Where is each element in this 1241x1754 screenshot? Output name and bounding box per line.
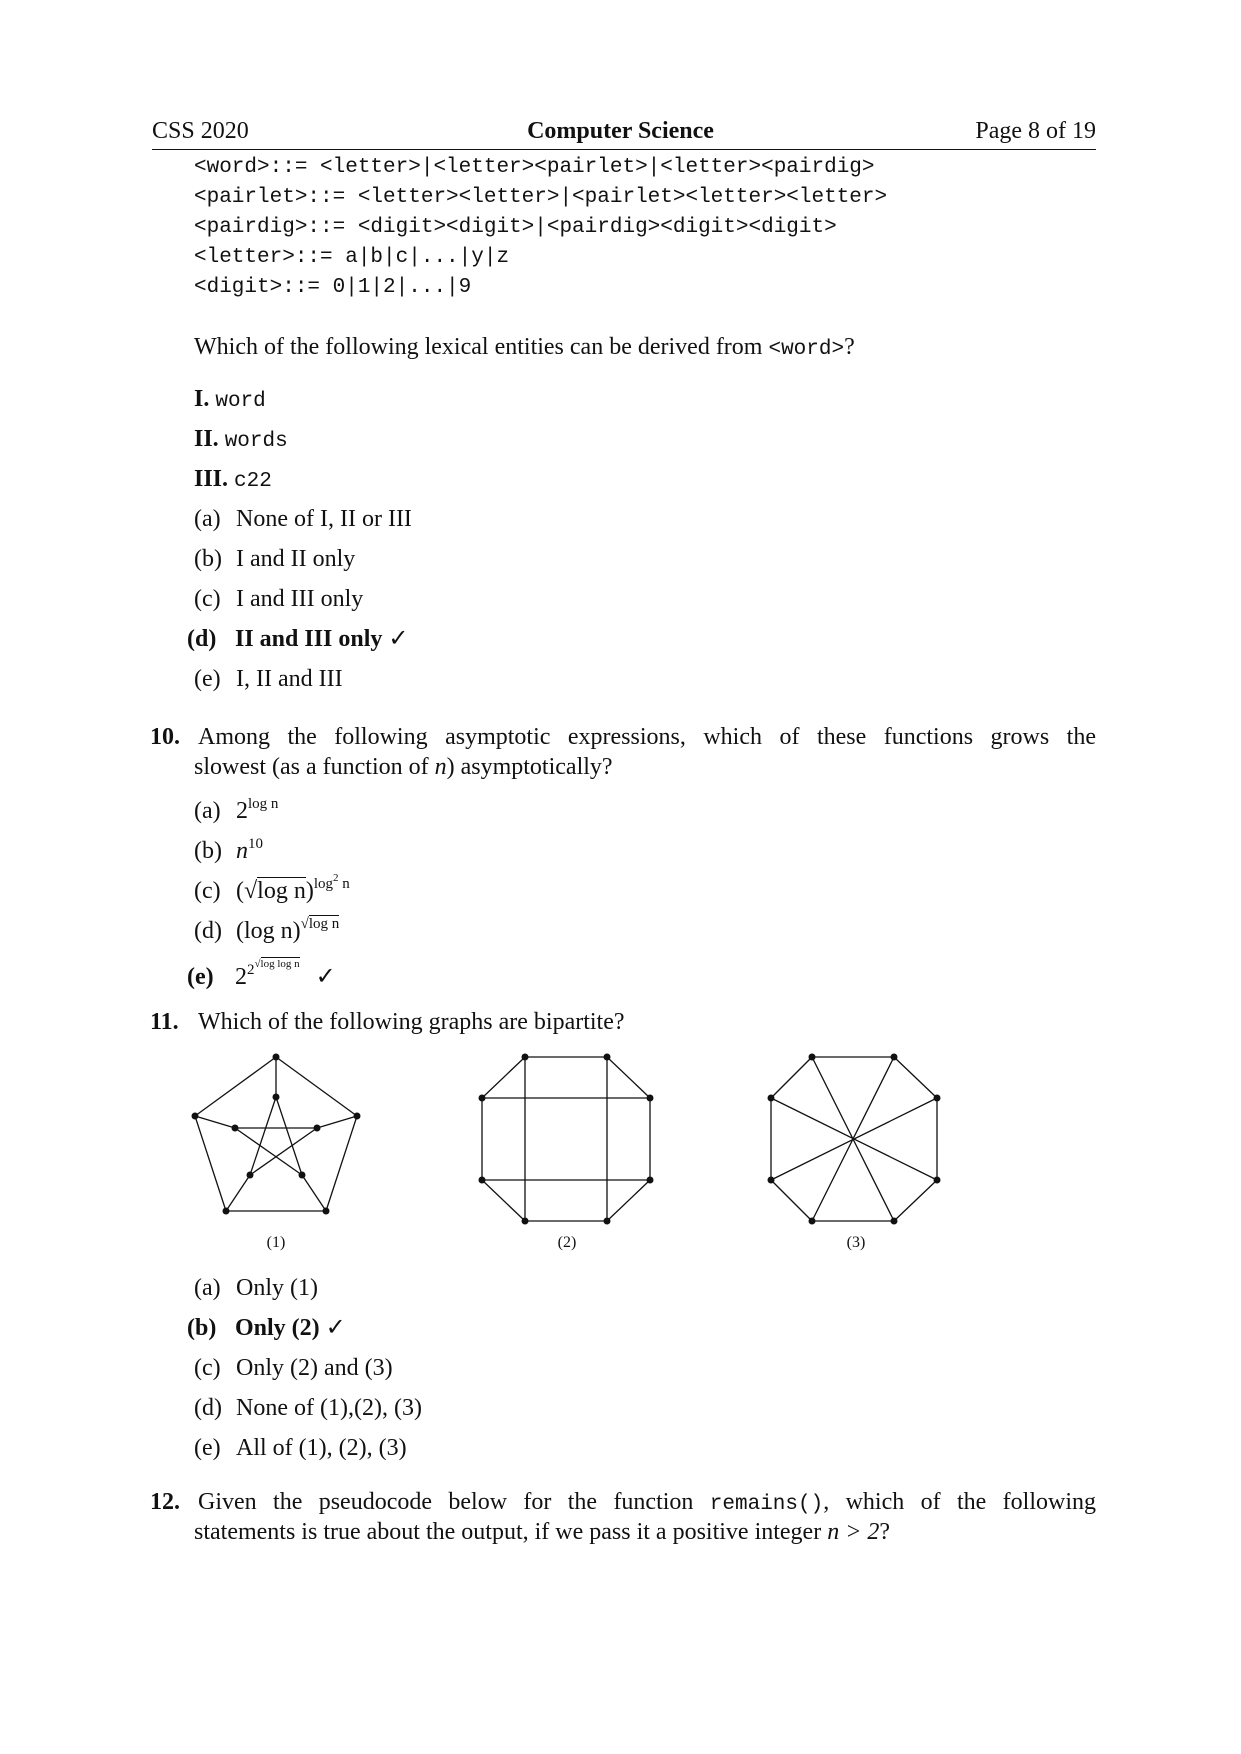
grammar-line-pairlet: <pairlet>::= <letter><letter>|<pairlet><letter><letter> xyxy=(194,186,888,209)
graph-1-petersen xyxy=(185,1050,375,1225)
q10-option-c: (c) (√log n)$^{log^2 n}$ xyxy=(194,872,350,904)
grammar-line-pairdig: <pairdig>::= <digit><digit>|<pairdig><digit><digit> xyxy=(194,216,837,239)
q9-item-1: I. word xyxy=(194,386,266,413)
header-left: CSS 2020 xyxy=(152,118,249,144)
q10-prompt-line2: slowest (as a function of n) asymptotically? xyxy=(194,754,613,780)
header-title: Computer Science xyxy=(527,118,714,144)
q9-option-a: (a) None of I, II or III xyxy=(194,506,412,532)
graph-2-octagon xyxy=(475,1050,665,1225)
q11-option-d: (d) None of (1),(2), (3) xyxy=(194,1395,422,1421)
header-page-number: Page 8 of 19 xyxy=(975,118,1096,144)
q11-option-c: (c) Only (2) and (3) xyxy=(194,1355,393,1381)
q10-option-b: (b) $n^{10}$ xyxy=(194,836,263,864)
q9-option-e: (e) I, II and III xyxy=(194,666,343,692)
grammar-line-letter: <letter>::= a|b|c|...|y|z xyxy=(194,246,510,269)
q9-option-c: (c) I and III only xyxy=(194,586,364,612)
q10-option-e-correct: (e) $2^{2^{√log log n}}$ ✓ xyxy=(187,958,336,990)
checkmark-icon: ✓ xyxy=(315,964,336,990)
q9-item-2: II. words xyxy=(194,426,288,453)
q11-option-e: (e) All of (1), (2), (3) xyxy=(194,1435,407,1461)
q9-prompt-code: <word> xyxy=(768,338,845,361)
sqrt-sign: √ xyxy=(254,958,261,970)
q9-prompt: Which of the following lexical entities can be derived from <word>? xyxy=(194,334,855,361)
graph-3-caption: (3) xyxy=(846,1234,866,1251)
q12-prompt-line2: statements is true about the output, if we pass it a positive integer n > 2? xyxy=(194,1519,891,1545)
grammar-line-digit: <digit>::= 0|1|2|...|9 xyxy=(194,276,472,299)
q12-function-name: remains() xyxy=(709,1493,824,1516)
q12-number: 12. xyxy=(150,1489,180,1515)
q11-number: 11. xyxy=(150,1009,179,1035)
sqrt-sign: √ xyxy=(300,916,309,932)
q11-option-b-correct: (b) Only (2) ✓ xyxy=(187,1315,346,1341)
q11-option-a: (a) Only (1) xyxy=(194,1275,318,1301)
sqrt-sign: √ xyxy=(244,878,258,904)
q10-number: 10. xyxy=(150,724,180,750)
q10-prompt-line1: Among the following asymptotic expressions, which of these functions grows the xyxy=(198,724,1096,750)
q11-prompt: Which of the following graphs are bipartite? xyxy=(198,1009,625,1035)
q10-option-d: (d) (log n)$^{√log n}$ xyxy=(194,916,340,944)
q9-option-b: (b) I and II only xyxy=(194,546,356,572)
q10-option-a: (a) $2^{log n}$ xyxy=(194,796,279,824)
q12-prompt-line1: Given the pseudocode below for the function remains(), which of the following xyxy=(198,1489,1096,1516)
checkmark-icon: ✓ xyxy=(325,1315,346,1341)
graph-2-caption: (2) xyxy=(557,1234,577,1251)
header-rule xyxy=(152,149,1096,150)
q9-item-3: III. c22 xyxy=(194,466,272,493)
graph-3-octagon-diagonals xyxy=(765,1050,955,1225)
graph-1-caption: (1) xyxy=(266,1234,286,1251)
grammar-line-word: <word>::= <letter>|<letter><pairlet>|<letter><pairdig> xyxy=(194,156,875,179)
q9-option-d-correct: (d) II and III only ✓ xyxy=(187,626,409,652)
checkmark-icon: ✓ xyxy=(388,626,409,652)
